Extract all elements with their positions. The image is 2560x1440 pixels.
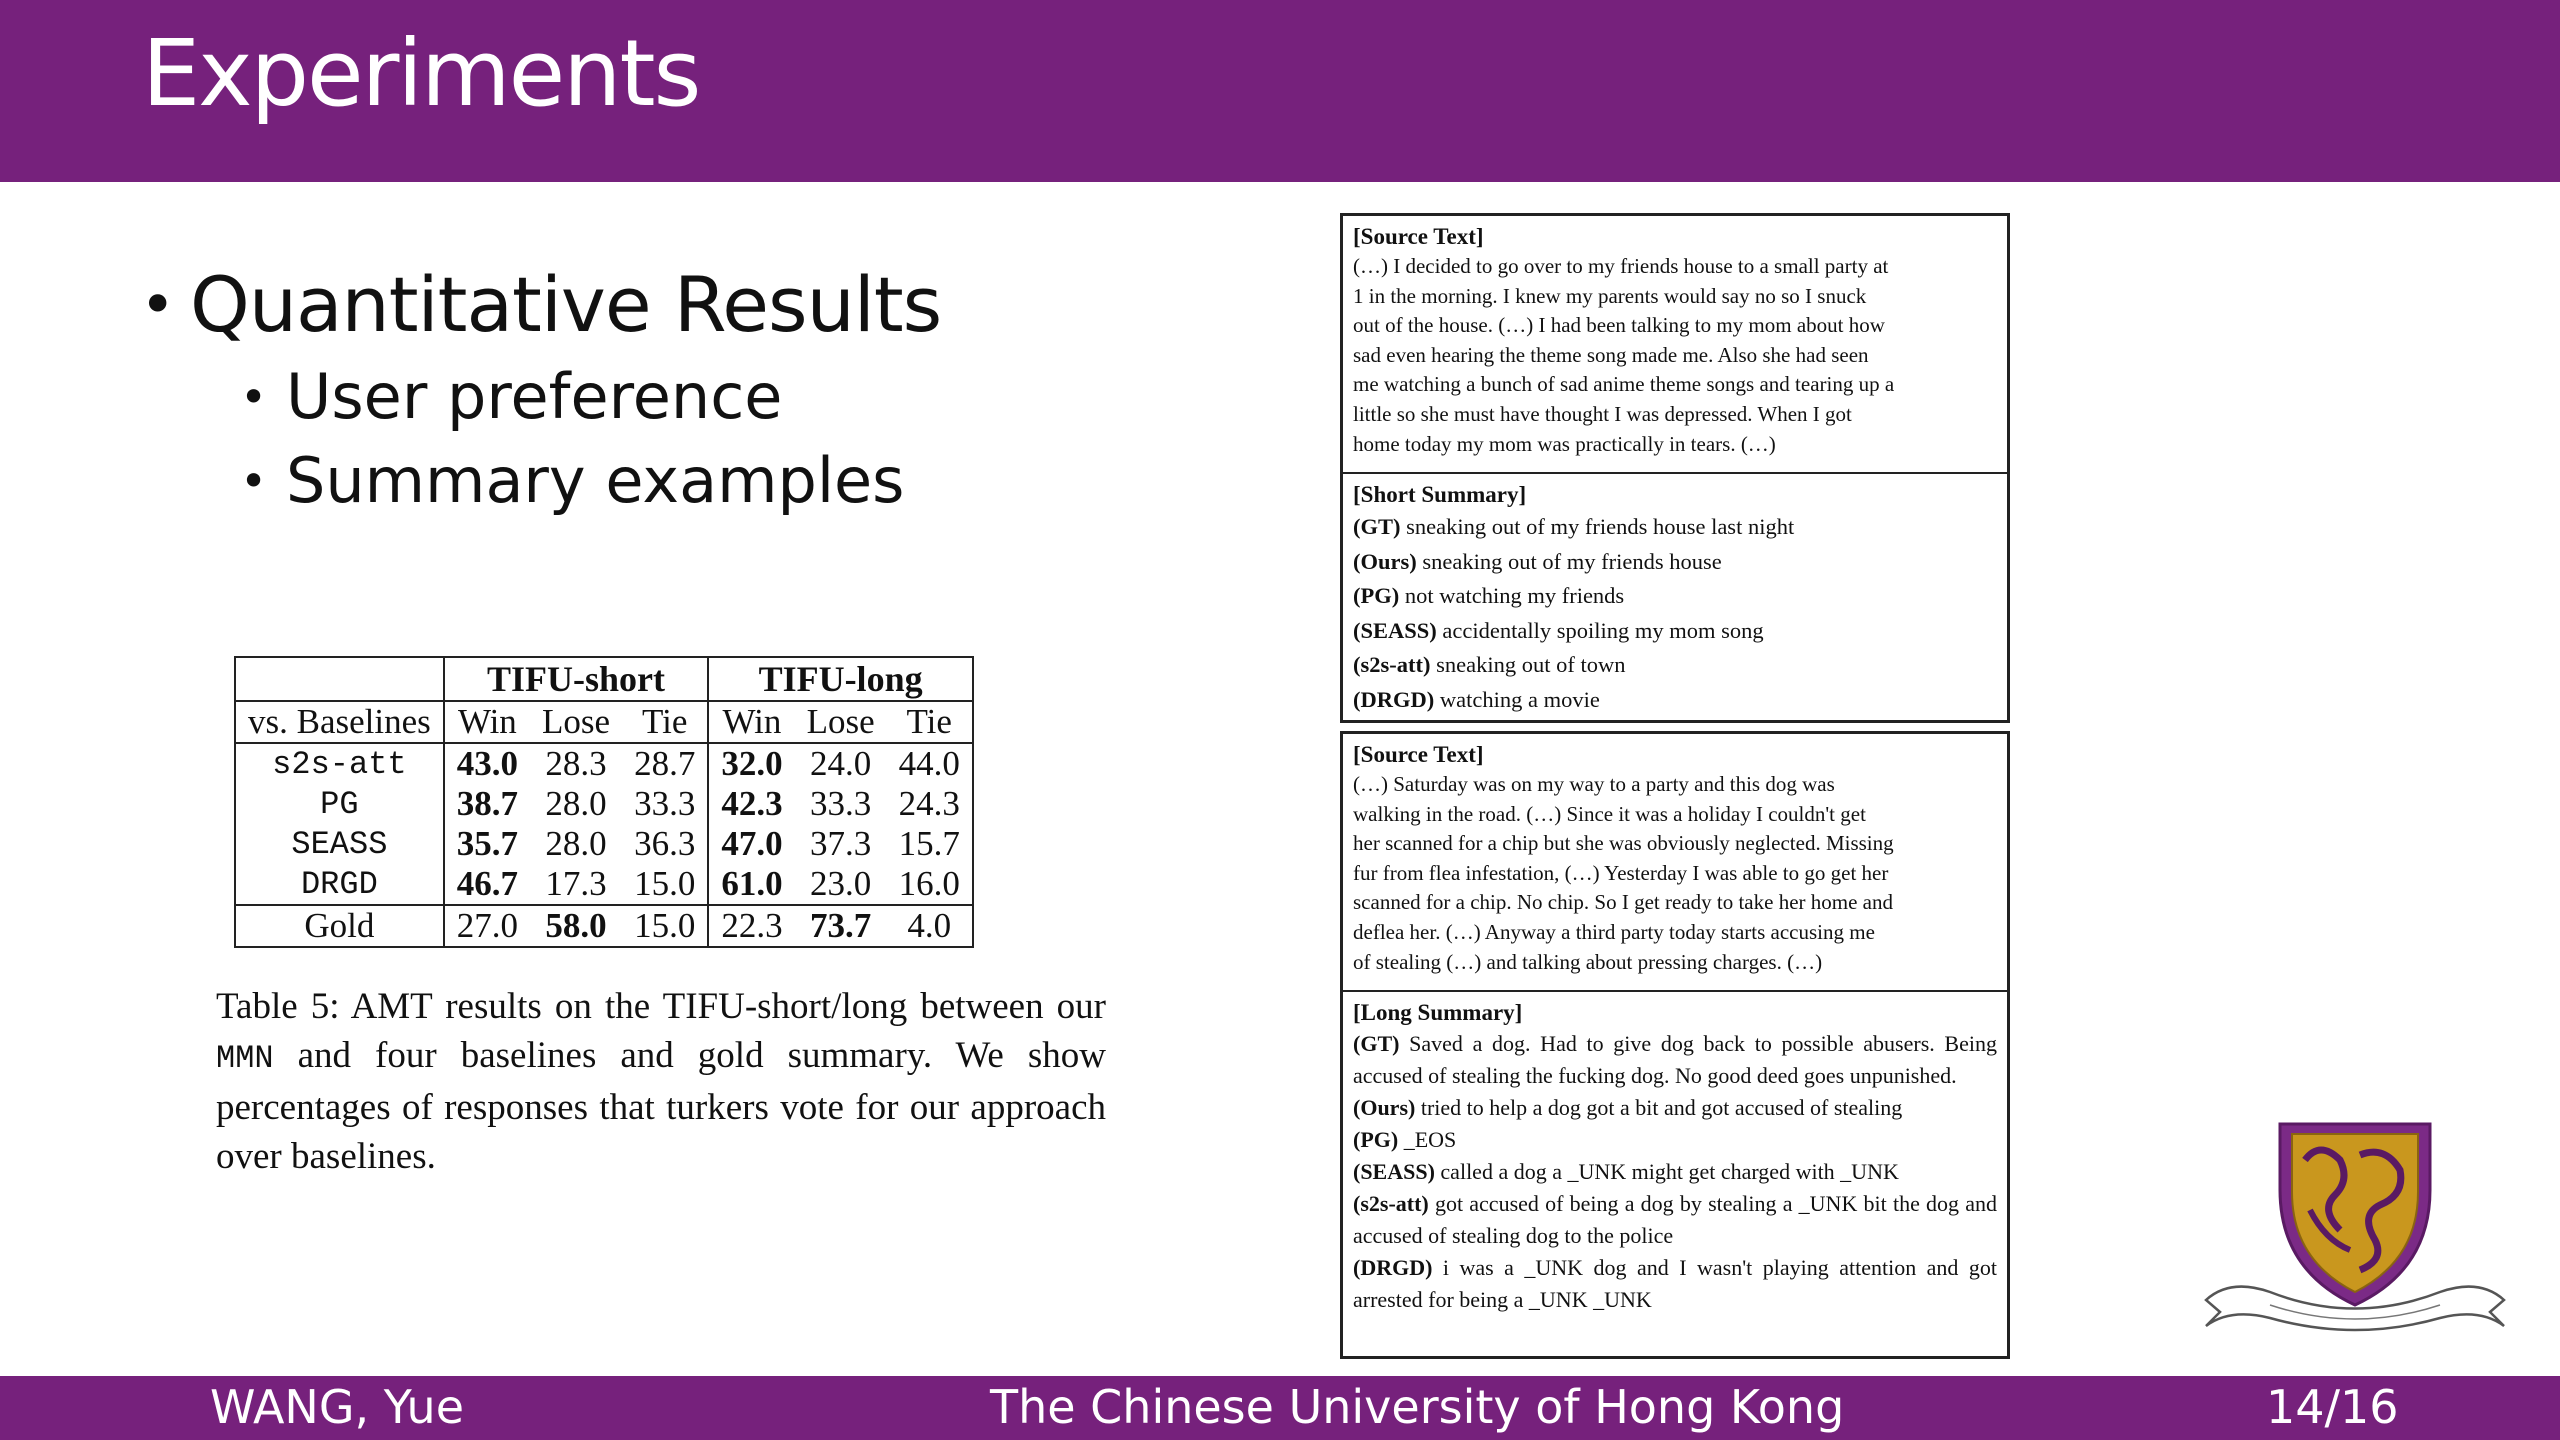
source-line: fur from flea infestation, (…) Yesterday I was able to go get her [1353,860,1889,885]
summary-text: got accused of being a dog by stealing a _UNK bit the dog and accused of stealing dog to the police [1353,1191,1997,1248]
footer-author: WANG, Yue [210,1380,465,1434]
source-line: scanned for a chip. No chip. So I get ready to take her home and [1353,890,1893,915]
table-cell: 32.0 [708,743,794,784]
table-cell: 61.0 [708,864,794,905]
table-row-name: PG [320,785,359,823]
source-line: little so she must have thought I was depressed. When I got [1353,401,1852,426]
caption-text: AMT results on the TIFU-short/long between our [339,986,1106,1027]
table-header-cell: Tie [622,701,708,743]
model-label: (DRGD) [1353,1255,1433,1280]
source-line: 1 in the morning. I knew my parents would say no so I snuck [1353,283,1867,308]
source-line: walking in the road. (…) Since it was a holiday I couldn't get [1353,801,1866,826]
summary-item [1353,1092,1997,1124]
summary-item [1353,1124,1997,1156]
model-label: (Ours) [1353,1095,1416,1120]
table-cell: 15.0 [622,864,708,905]
bullet-sub-2 [240,439,941,523]
summary-item [1353,1188,1997,1252]
caption-text: and four baselines and gold summary. We show percentages of responses that turkers vote for our approach over baselines. [216,1035,1106,1177]
bullet-main-text: Quantitative Results [190,260,942,349]
table-header-cell: Win [708,701,794,743]
model-label: (DRGD) [1353,686,1435,712]
summary-text: sneaking out of my friends house last night [1400,514,1795,539]
source-text-section [1343,734,2007,990]
source-text-section [1343,216,2007,472]
source-text-header: [Source Text] [1353,224,1484,249]
table-header-cell: Lose [530,701,622,743]
table-corner-cell [235,657,444,701]
model-label: (GT) [1353,514,1401,539]
table-cell: 28.3 [545,744,607,783]
crest-icon [2200,1120,2510,1342]
summary-text: sneaking out of my friends house [1416,548,1722,574]
model-label: (SEASS) [1353,1159,1435,1184]
source-line: (…) Saturday was on my way to a party and this dog was [1353,772,1835,796]
table-cell: 28.0 [545,824,607,863]
summary-text: called a dog a _UNK might get charged with _UNK [1434,1159,1899,1184]
table-caption [216,982,1106,1181]
summary-item [1353,1028,1997,1092]
summary-header: [Short Summary] [1353,482,1527,507]
summary-text: Saved a dog. Had to give dog back to possible abusers. Being accused of stealing the fucking dog. No good deed goes unpunished. [1353,1031,1997,1088]
table-row [235,864,973,905]
summary-item [1353,545,1997,580]
bullet-sub-1 [240,355,941,439]
summary-text: watching a movie [1434,686,1600,712]
source-line: deflea her. (…) Anyway a third party today starts accusing me [1353,919,1875,944]
slide-header [0,0,2560,182]
table-cell: 36.3 [634,824,696,863]
table-header-cell: Lose [795,701,887,743]
summary-text: _EOS [1398,1127,1457,1152]
source-line: (…) I decided to go over to my friends house to a small party at [1353,254,1889,278]
table-cell: 43.0 [444,743,530,784]
summary-text: tried to help a dog got a bit and got accused of stealing [1415,1095,1903,1120]
summary-item [1353,579,1997,614]
table-row-name: s2s-att [272,745,407,783]
table-header-cell: Tie [887,701,973,743]
footer-page-number: 14/16 [2266,1380,2399,1434]
table-cell: 24.0 [809,744,872,783]
summary-item [1353,1252,1997,1316]
table-row [235,743,973,784]
table-cell: 46.7 [444,864,530,905]
table-cell: 4.0 [907,906,952,945]
source-line: me watching a bunch of sad anime theme songs and tearing up a [1353,372,1895,397]
summary-item [1353,1156,1997,1188]
table-cell: 33.3 [809,784,872,823]
bullet-sub-text: User preference [286,360,783,433]
table-row-name: SEASS [291,825,388,863]
table-cell: 73.7 [809,906,872,945]
slide-title: Experiments [142,20,700,127]
summary-text: accidentally spoiling my mom song [1436,617,1764,643]
model-label: (Ours) [1353,548,1417,574]
short-summary-section [1343,472,2007,723]
table-cell: 24.3 [898,784,960,823]
summary-item [1353,683,1997,718]
table-cell: 22.3 [708,905,794,947]
table-cell: 17.3 [530,864,622,905]
bullet-sub-text: Summary examples [286,444,905,517]
results-table [234,656,974,948]
summary-item [1353,648,1997,683]
table-row-name: Gold [304,906,375,945]
table-cell: 37.3 [809,824,872,863]
model-label: (SEASS) [1353,617,1437,643]
source-line: out of the house. (…) I had been talking to my mom about how [1353,313,1885,338]
source-line: sad even hearing the theme song made me. Also she had seen [1353,342,1869,367]
table-row [235,824,973,864]
table-row-name: DRGD [235,864,444,905]
table-cell: 38.7 [444,784,530,824]
model-label: (GT) [1353,1031,1400,1056]
source-text-header: [Source Text] [1353,742,1484,767]
table-row [235,784,973,824]
table-group-row [235,657,973,701]
source-line: home today my mom was practically in tears. (…) [1353,431,1776,456]
table-cell: 58.0 [545,906,607,945]
model-label: (s2s-att) [1353,1191,1429,1216]
bullet-main [140,255,941,355]
model-label: (s2s-att) [1353,652,1431,677]
table-cell: 15.0 [634,906,696,945]
table-cell: 28.0 [545,784,607,823]
long-summary-section [1343,990,2007,1322]
table-cell: 23.0 [795,864,887,905]
table-header-cell: vs. Baselines [235,701,444,743]
table-header-row [235,701,973,743]
table-group-header: TIFU-short [444,657,709,701]
summary-text: not watching my friends [1399,583,1625,608]
summary-example-2 [1340,731,2010,1359]
source-line: her scanned for a chip but she was obviously neglected. Missing [1353,831,1894,856]
caption-mono: MMN [216,1040,274,1077]
table-row-gold [235,905,973,947]
table-cell: 47.0 [708,824,794,864]
table-cell: 35.7 [444,824,530,864]
bullet-list [140,255,941,523]
summary-item [1353,510,1997,545]
table-cell: 42.3 [708,784,794,824]
table-cell: 15.7 [898,824,960,863]
table-header-cell: Win [444,701,530,743]
model-label: (PG) [1353,1127,1399,1152]
summary-example-1 [1340,213,2010,723]
summary-header: [Long Summary] [1353,1000,1523,1025]
source-text-body [1353,770,1997,977]
model-label: (PG) [1353,583,1400,608]
table-cell: 44.0 [898,744,960,783]
caption-label: Table 5: [216,986,340,1027]
slide-footer [0,1376,2560,1440]
table-cell: 28.7 [634,744,696,783]
summary-text: sneaking out of town [1430,652,1626,677]
table-cell: 27.0 [444,905,530,947]
table-cell: 16.0 [887,864,973,905]
footer-university: The Chinese University of Hong Kong [990,1380,1845,1434]
table-cell: 33.3 [634,784,696,823]
source-text-body [1353,252,1997,459]
summary-item [1353,614,1997,649]
table-group-header: TIFU-long [708,657,973,701]
source-line: of stealing (…) and talking about pressing charges. (…) [1353,949,1823,974]
cuhk-crest-logo [2200,1120,2510,1342]
summary-text: i was a _UNK dog and I wasn't playing attention and got arrested for being a _UNK _UNK [1353,1255,1997,1312]
